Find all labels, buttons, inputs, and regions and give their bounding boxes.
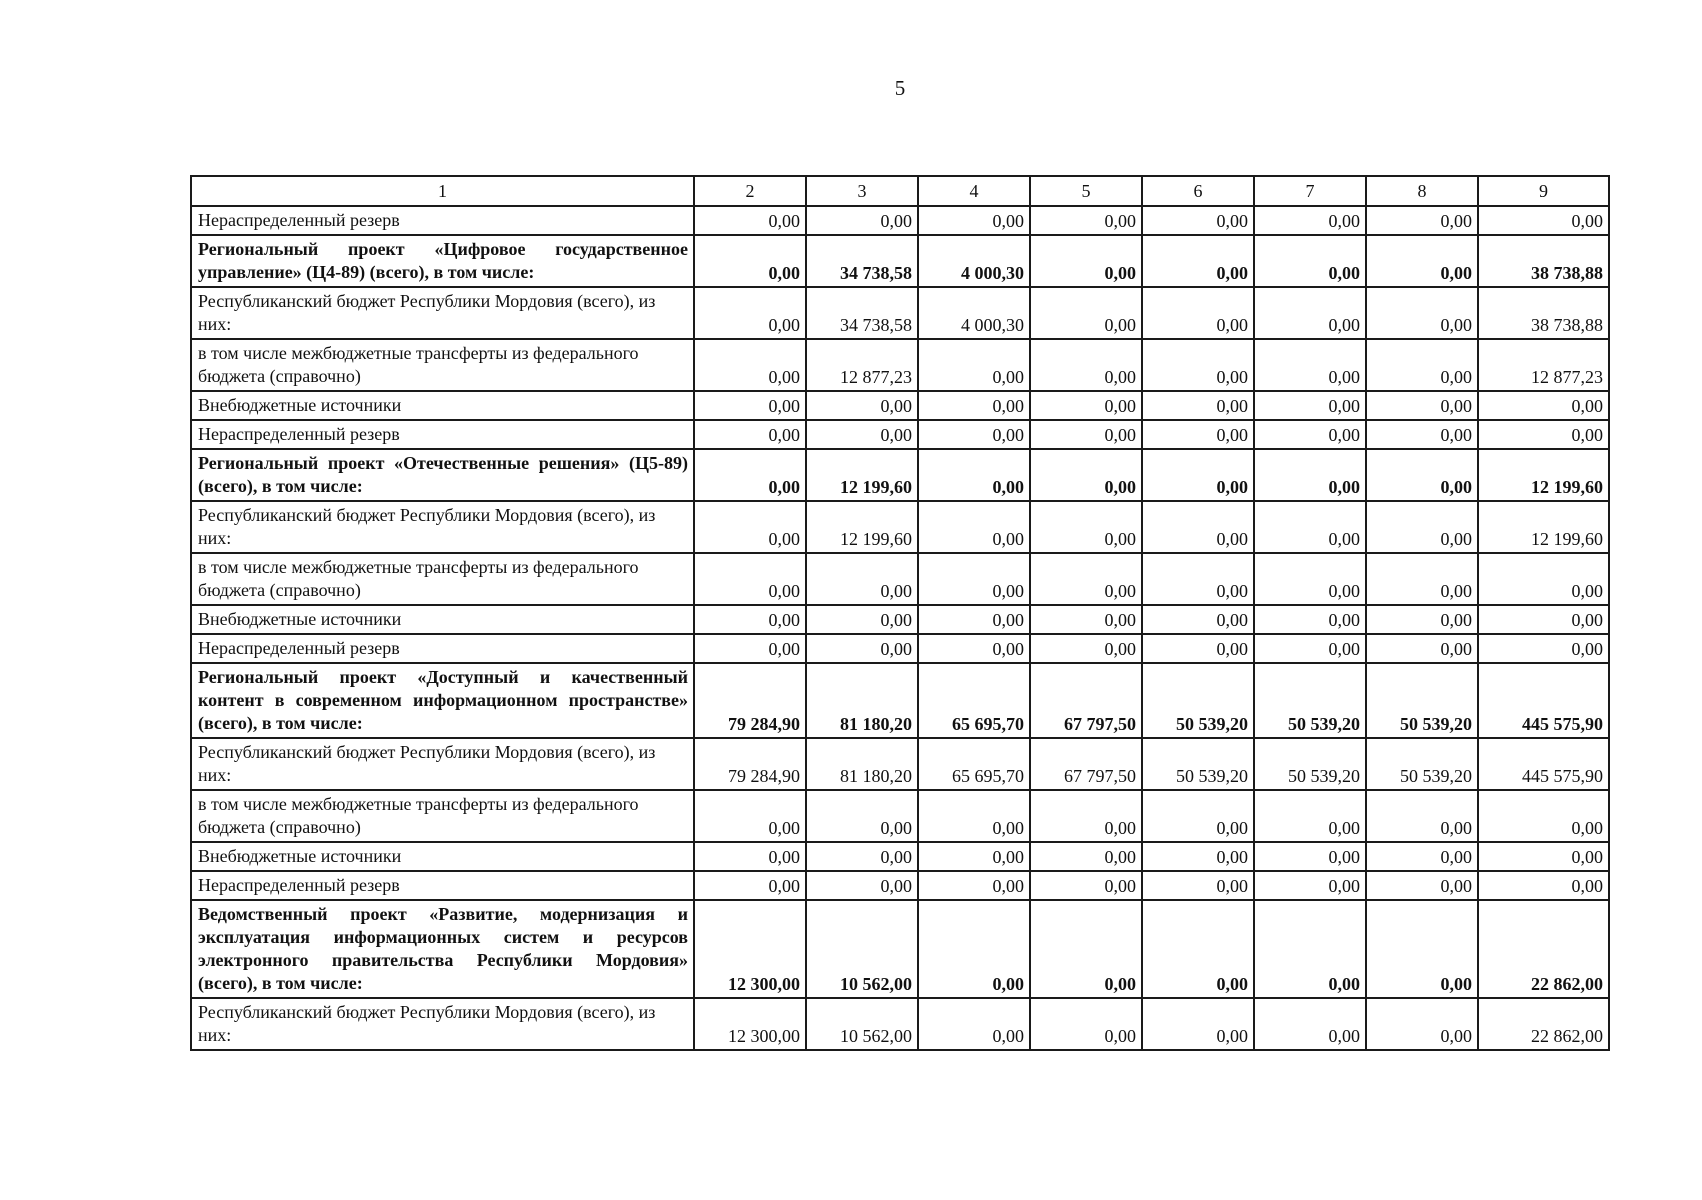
value-cell: 0,00 [1254,900,1366,998]
value-cell: 0,00 [918,605,1030,634]
value-cell: 0,00 [1030,339,1142,391]
value-cell: 0,00 [918,790,1030,842]
row-label: Внебюджетные источники [191,605,694,634]
value-cell: 81 180,20 [806,663,918,738]
value-cell: 0,00 [1142,420,1254,449]
value-cell: 0,00 [1478,206,1609,235]
table-row [191,339,1609,391]
value-cell: 50 539,20 [1366,663,1478,738]
value-cell: 0,00 [694,605,806,634]
value-cell: 0,00 [1366,634,1478,663]
value-cell: 0,00 [694,449,806,501]
value-cell: 67 797,50 [1030,663,1142,738]
value-cell: 0,00 [1478,553,1609,605]
value-cell: 0,00 [1030,553,1142,605]
value-cell: 22 862,00 [1478,900,1609,998]
value-cell: 0,00 [1142,339,1254,391]
value-cell: 0,00 [1030,206,1142,235]
value-cell: 0,00 [694,206,806,235]
value-cell: 12 877,23 [806,339,918,391]
value-cell: 0,00 [1030,634,1142,663]
value-cell: 0,00 [1366,449,1478,501]
value-cell: 79 284,90 [694,663,806,738]
row-label: в том числе межбюджетные трансферты из федерального бюджета (справочно) [191,339,694,391]
value-cell: 0,00 [1030,287,1142,339]
value-cell: 0,00 [1142,900,1254,998]
value-cell: 0,00 [1030,605,1142,634]
value-cell: 0,00 [694,842,806,871]
value-cell: 0,00 [1254,998,1366,1050]
value-cell: 0,00 [806,790,918,842]
value-cell: 0,00 [1366,501,1478,553]
row-label: в том числе межбюджетные трансферты из федерального бюджета (справочно) [191,553,694,605]
row-label: Республиканский бюджет Республики Мордовия (всего), из них: [191,998,694,1050]
value-cell: 0,00 [1366,206,1478,235]
value-cell: 0,00 [694,287,806,339]
value-cell: 0,00 [1030,420,1142,449]
column-number-header: 6 [1142,176,1254,206]
table-row [191,605,1609,634]
table-row [191,634,1609,663]
value-cell: 0,00 [1366,998,1478,1050]
table-row [191,287,1609,339]
page-number: 5 [894,76,906,100]
row-label: Республиканский бюджет Республики Мордовия (всего), из них: [191,738,694,790]
value-cell: 0,00 [1478,842,1609,871]
value-cell: 0,00 [694,790,806,842]
value-cell: 0,00 [694,420,806,449]
column-number-header: 9 [1478,176,1609,206]
value-cell: 0,00 [1030,235,1142,287]
value-cell: 0,00 [1142,998,1254,1050]
project-total-row [191,663,1609,738]
value-cell: 0,00 [806,206,918,235]
value-cell: 0,00 [1142,553,1254,605]
value-cell: 0,00 [1254,634,1366,663]
table-row [191,391,1609,420]
value-cell: 50 539,20 [1142,663,1254,738]
value-cell: 0,00 [1254,553,1366,605]
value-cell: 0,00 [1366,287,1478,339]
value-cell: 0,00 [694,501,806,553]
value-cell: 0,00 [694,553,806,605]
value-cell: 0,00 [1254,206,1366,235]
column-number-header: 2 [694,176,806,206]
value-cell: 0,00 [918,339,1030,391]
value-cell: 0,00 [1478,605,1609,634]
value-cell: 12 199,60 [1478,449,1609,501]
row-label: Нераспределенный резерв [191,420,694,449]
column-number-header: 3 [806,176,918,206]
table-row [191,790,1609,842]
value-cell: 0,00 [1366,871,1478,900]
value-cell: 0,00 [1142,605,1254,634]
value-cell: 0,00 [1254,449,1366,501]
table-row [191,998,1609,1050]
row-label: Региональный проект «Отечественные решения» (Ц5-89) (всего), в том числе: [191,449,694,501]
value-cell: 67 797,50 [1030,738,1142,790]
value-cell: 50 539,20 [1254,738,1366,790]
value-cell: 0,00 [1030,998,1142,1050]
value-cell: 0,00 [694,339,806,391]
project-total-row [191,900,1609,998]
value-cell: 12 300,00 [694,998,806,1050]
value-cell: 0,00 [918,900,1030,998]
value-cell: 0,00 [1142,287,1254,339]
value-cell: 0,00 [918,420,1030,449]
value-cell: 0,00 [918,634,1030,663]
table-row [191,553,1609,605]
value-cell: 81 180,20 [806,738,918,790]
value-cell: 0,00 [918,391,1030,420]
value-cell: 0,00 [1142,206,1254,235]
value-cell: 0,00 [1366,605,1478,634]
value-cell: 12 199,60 [806,449,918,501]
column-number-header: 1 [191,176,694,206]
value-cell: 0,00 [1478,871,1609,900]
value-cell: 0,00 [1366,235,1478,287]
table-body [191,176,1609,1050]
row-label: Региональный проект «Цифровое государственное управление» (Ц4-89) (всего), в том числе: [191,235,694,287]
value-cell: 0,00 [1030,871,1142,900]
value-cell: 0,00 [1366,339,1478,391]
value-cell: 0,00 [1478,790,1609,842]
project-total-row [191,235,1609,287]
value-cell: 445 575,90 [1478,738,1609,790]
value-cell: 34 738,58 [806,235,918,287]
value-cell: 79 284,90 [694,738,806,790]
row-label: Нераспределенный резерв [191,206,694,235]
value-cell: 0,00 [1030,842,1142,871]
row-label: Ведомственный проект «Развитие, модернизация и эксплуатация информационных систем и ресурсов электронного правительства Республики Мордовия» (всего), в том числе: [191,900,694,998]
value-cell: 0,00 [918,553,1030,605]
budget-table [190,175,1610,1051]
value-cell: 38 738,88 [1478,287,1609,339]
value-cell: 0,00 [1254,287,1366,339]
value-cell: 0,00 [806,553,918,605]
value-cell: 65 695,70 [918,663,1030,738]
value-cell: 0,00 [918,501,1030,553]
value-cell: 0,00 [918,842,1030,871]
value-cell: 0,00 [1366,391,1478,420]
value-cell: 50 539,20 [1254,663,1366,738]
value-cell: 0,00 [918,206,1030,235]
value-cell: 0,00 [1366,553,1478,605]
table-header-row [191,176,1609,206]
value-cell: 0,00 [1254,391,1366,420]
value-cell: 0,00 [694,634,806,663]
table-row [191,420,1609,449]
value-cell: 0,00 [694,391,806,420]
value-cell: 0,00 [1030,449,1142,501]
value-cell: 0,00 [1478,420,1609,449]
value-cell: 0,00 [1142,235,1254,287]
value-cell: 0,00 [1478,391,1609,420]
row-label: Нераспределенный резерв [191,871,694,900]
table-row [191,871,1609,900]
value-cell: 0,00 [806,634,918,663]
value-cell: 0,00 [694,871,806,900]
value-cell: 0,00 [1142,790,1254,842]
value-cell: 0,00 [1142,449,1254,501]
value-cell: 0,00 [1254,790,1366,842]
value-cell: 0,00 [1366,900,1478,998]
value-cell: 0,00 [1254,871,1366,900]
value-cell: 0,00 [806,420,918,449]
value-cell: 0,00 [1254,501,1366,553]
value-cell: 0,00 [806,391,918,420]
row-label: Внебюджетные источники [191,391,694,420]
value-cell: 0,00 [1254,339,1366,391]
value-cell: 0,00 [1030,790,1142,842]
value-cell: 34 738,58 [806,287,918,339]
column-number-header: 8 [1366,176,1478,206]
table-row [191,501,1609,553]
table-row [191,842,1609,871]
row-label: Нераспределенный резерв [191,634,694,663]
value-cell: 12 199,60 [1478,501,1609,553]
value-cell: 0,00 [694,235,806,287]
value-cell: 12 877,23 [1478,339,1609,391]
value-cell: 50 539,20 [1366,738,1478,790]
value-cell: 0,00 [1254,235,1366,287]
project-total-row [191,449,1609,501]
value-cell: 445 575,90 [1478,663,1609,738]
value-cell: 12 199,60 [806,501,918,553]
column-number-header: 4 [918,176,1030,206]
value-cell: 10 562,00 [806,900,918,998]
value-cell: 4 000,30 [918,235,1030,287]
value-cell: 0,00 [1030,501,1142,553]
row-label: Внебюджетные источники [191,842,694,871]
value-cell: 0,00 [1030,391,1142,420]
value-cell: 4 000,30 [918,287,1030,339]
value-cell: 0,00 [1254,420,1366,449]
value-cell: 10 562,00 [806,998,918,1050]
value-cell: 0,00 [918,998,1030,1050]
row-label: в том числе межбюджетные трансферты из федерального бюджета (справочно) [191,790,694,842]
value-cell: 0,00 [1142,391,1254,420]
value-cell: 0,00 [806,605,918,634]
value-cell: 38 738,88 [1478,235,1609,287]
value-cell: 0,00 [1142,871,1254,900]
value-cell: 65 695,70 [918,738,1030,790]
table-row [191,738,1609,790]
value-cell: 0,00 [1142,634,1254,663]
value-cell: 22 862,00 [1478,998,1609,1050]
value-cell: 0,00 [1366,790,1478,842]
value-cell: 0,00 [1142,842,1254,871]
table-row [191,206,1609,235]
row-label: Республиканский бюджет Республики Мордовия (всего), из них: [191,287,694,339]
value-cell: 12 300,00 [694,900,806,998]
value-cell: 0,00 [1030,900,1142,998]
value-cell: 0,00 [1142,501,1254,553]
value-cell: 0,00 [1366,420,1478,449]
value-cell: 0,00 [1254,842,1366,871]
row-label: Республиканский бюджет Республики Мордовия (всего), из них: [191,501,694,553]
value-cell: 50 539,20 [1142,738,1254,790]
value-cell: 0,00 [1366,842,1478,871]
value-cell: 0,00 [806,842,918,871]
row-label: Региональный проект «Доступный и качественный контент в современном информационном пространстве» (всего), в том числе: [191,663,694,738]
value-cell: 0,00 [918,871,1030,900]
column-number-header: 7 [1254,176,1366,206]
value-cell: 0,00 [1478,634,1609,663]
column-number-header: 5 [1030,176,1142,206]
value-cell: 0,00 [1254,605,1366,634]
value-cell: 0,00 [918,449,1030,501]
value-cell: 0,00 [806,871,918,900]
